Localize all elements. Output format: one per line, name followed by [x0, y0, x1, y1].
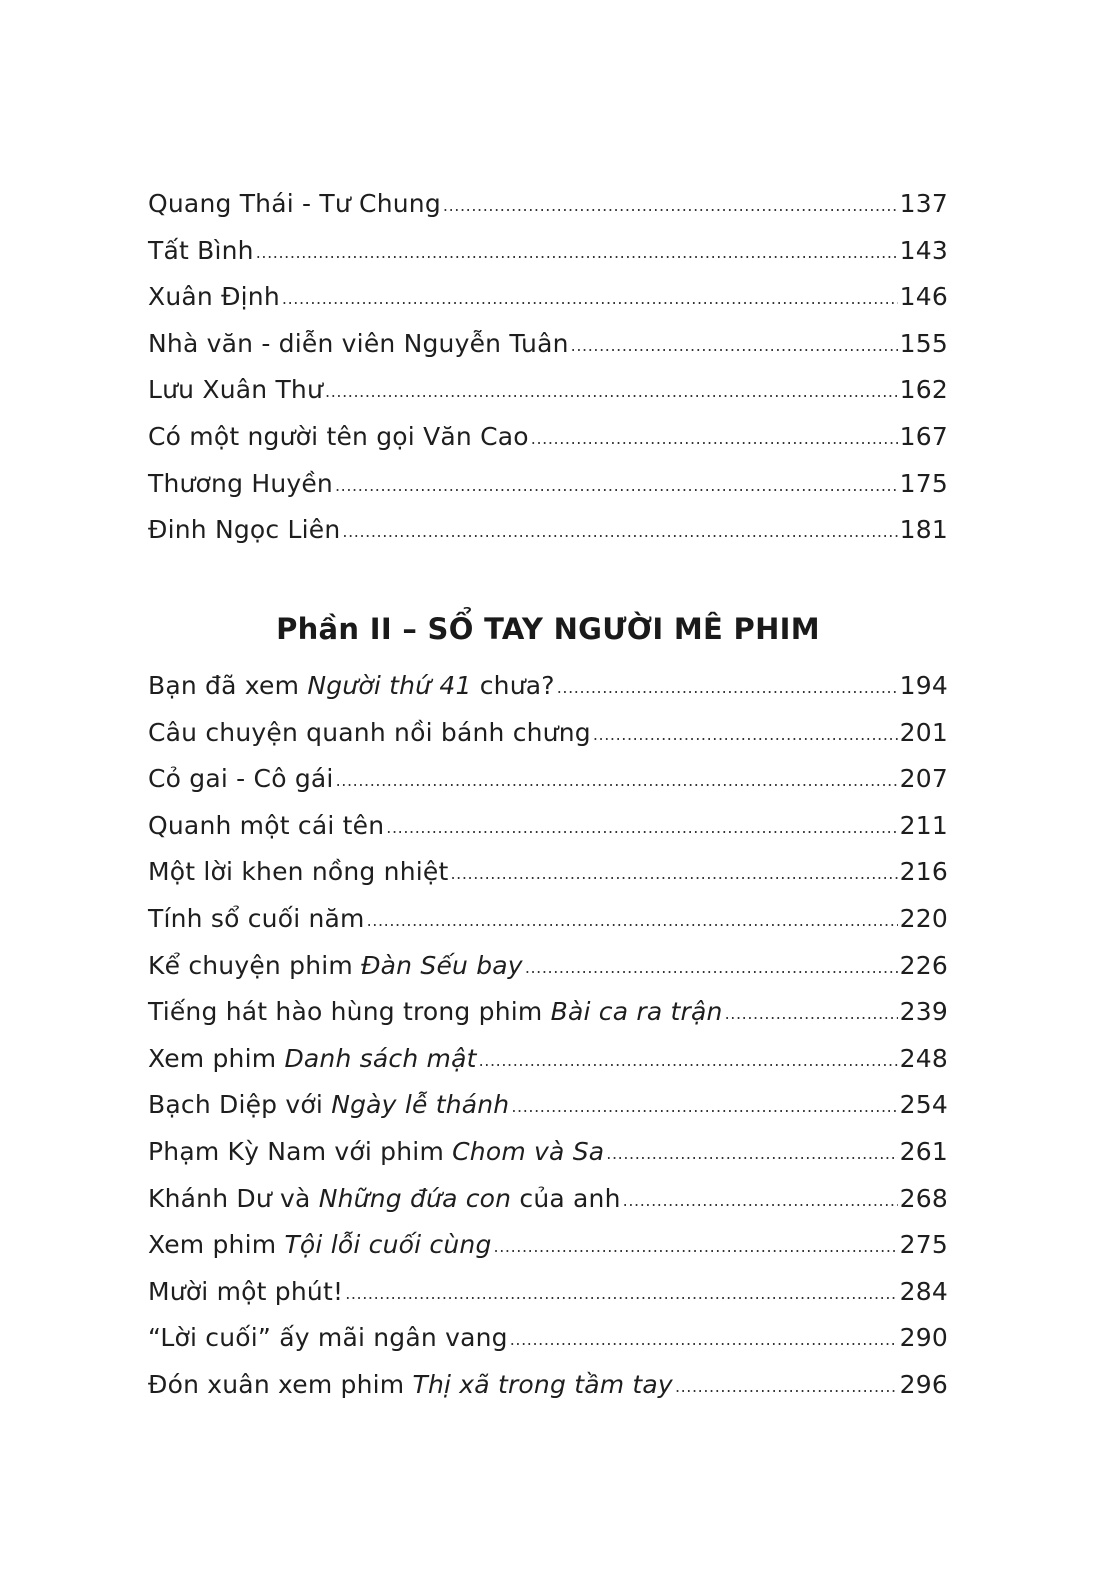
toc-entry-title: [148, 1044, 477, 1073]
toc-entry: [148, 1137, 948, 1184]
dot-leader: [606, 1144, 897, 1163]
toc-entry-title-italic: Đàn Sếu bay: [361, 950, 523, 980]
toc-entry-title: [148, 951, 523, 980]
toc-entry: [148, 951, 948, 998]
toc-entry-title-italic: Bài ca ra trận: [550, 997, 723, 1027]
toc-entry-page-number: 211: [899, 810, 948, 840]
toc-entry-page-number: 239: [899, 997, 948, 1027]
dot-leader: [325, 382, 898, 401]
toc-entry: [148, 857, 948, 904]
dot-leader: [531, 429, 898, 448]
toc-entry-title: [148, 1090, 509, 1119]
toc-entry-title-text: Tiếng hát hào hùng trong phim: [148, 997, 551, 1027]
dot-leader: [335, 476, 898, 495]
toc-entry: [148, 671, 948, 718]
dot-leader: [623, 1191, 898, 1210]
toc-entry-title-text: Tính sổ cuối năm: [148, 903, 365, 933]
dot-leader: [479, 1051, 898, 1070]
toc-entry: [148, 811, 948, 858]
dot-leader: [367, 911, 898, 930]
toc-entry: [148, 997, 948, 1044]
section-heading: Phần II – SỔ TAY NGƯỜI MÊ PHIM: [276, 612, 820, 646]
toc-entry-title-text: Lưu Xuân Thư: [148, 375, 324, 405]
dot-leader: [386, 818, 897, 837]
toc-entry-title-text: Thương Huyền: [148, 468, 333, 498]
dot-leader: [450, 864, 897, 883]
toc-entry-title-text: “Lời cuối” ấy mãi ngân vang: [148, 1323, 508, 1353]
toc-entry-title-text: Đón xuân xem phim: [148, 1369, 413, 1399]
toc-entry-title-text: Xuân Định: [148, 282, 280, 312]
toc-entry-page-number: 226: [899, 950, 948, 980]
toc-entry-title: [148, 1230, 492, 1259]
toc-entry-title-text: Nhà văn - diễn viên Nguyễn Tuân: [148, 328, 569, 358]
toc-entry: [148, 282, 948, 329]
toc-entry: [148, 236, 948, 283]
dot-leader: [282, 289, 898, 308]
toc-entry-title: [148, 189, 441, 218]
toc-entry-title: [148, 764, 334, 793]
toc-entry-title-text: Xem phim: [148, 1043, 285, 1073]
toc-entry-page-number: 181: [899, 515, 948, 545]
toc-entry-title-italic: Ngày lễ thánh: [331, 1090, 510, 1120]
dot-leader: [511, 1097, 897, 1116]
toc-list-part2: [148, 671, 948, 1417]
toc-entry-title: [148, 671, 555, 700]
toc-entry: [148, 1370, 948, 1417]
toc-entry-title-text: Khánh Dư và: [148, 1183, 319, 1213]
toc-entry: [148, 375, 948, 422]
toc-entry-page-number: 268: [899, 1183, 948, 1213]
toc-entry-title: [148, 1184, 621, 1213]
dot-leader: [725, 1004, 898, 1023]
toc-entry-title-italic: Danh sách mật: [284, 1043, 477, 1073]
toc-entry: [148, 1044, 948, 1091]
toc-entry-title-text: Bạn đã xem: [148, 671, 308, 700]
toc-entry: [148, 1277, 948, 1324]
dot-leader: [557, 678, 898, 697]
toc-list-part1: [148, 189, 948, 562]
toc-entry-title-text: chưa?: [471, 671, 555, 700]
toc-entry-page-number: 175: [899, 468, 948, 498]
toc-entry-title: [148, 375, 323, 404]
toc-entry-title-text: Phạm Kỳ Nam với phim: [148, 1136, 453, 1166]
toc-entry-page-number: 284: [899, 1276, 948, 1306]
toc-entry-title-italic: Những đứa con: [318, 1183, 512, 1213]
toc-entry: [148, 422, 948, 469]
toc-entry-title: [148, 857, 448, 886]
toc-entry: [148, 329, 948, 376]
toc-entry-title: [148, 515, 340, 544]
toc-entry-page-number: 162: [899, 375, 948, 405]
toc-entry-title: [148, 469, 333, 498]
toc-entry-page-number: 290: [899, 1323, 948, 1353]
toc-entry-page-number: 155: [899, 328, 948, 358]
toc-entry-title-italic: Thị xã trong tầm tay: [412, 1369, 673, 1399]
toc-entry-title: [148, 997, 723, 1026]
toc-entry: [148, 1323, 948, 1370]
toc-entry-title-text: Mười một phút!: [148, 1276, 344, 1306]
toc-entry-title: [148, 329, 569, 358]
toc-entry-title: [148, 422, 529, 451]
toc-entry-page-number: 275: [899, 1230, 948, 1260]
toc-entry-title-text: Đinh Ngọc Liên: [148, 515, 341, 545]
toc-entry-title: [148, 811, 384, 840]
dot-leader: [593, 725, 898, 744]
toc-entry-title-italic: Chom và Sa: [452, 1136, 605, 1166]
toc-entry-page-number: 137: [899, 189, 948, 218]
dot-leader: [336, 771, 898, 790]
toc-entry-title-text: Kể chuyện phim: [148, 950, 362, 980]
toc-entry-page-number: 220: [899, 903, 948, 933]
dot-leader: [571, 336, 898, 355]
dot-leader: [494, 1237, 898, 1256]
toc-entry-page-number: 216: [899, 857, 948, 887]
toc-entry-title-text: Câu chuyện quanh nồi bánh chưng: [148, 717, 591, 747]
toc-entry: [148, 904, 948, 951]
toc-entry-title-text: Quanh một cái tên: [148, 810, 385, 840]
toc-entry-page-number: 167: [899, 421, 948, 451]
toc-entry-page-number: 296: [899, 1369, 948, 1399]
toc-entry-page-number: 143: [899, 235, 948, 265]
dot-leader: [256, 243, 898, 262]
toc-entry-page-number: 194: [899, 671, 948, 700]
dot-leader: [342, 522, 897, 541]
toc-entry-title-italic: Người thứ 41: [307, 671, 472, 700]
toc-entry-page-number: 261: [899, 1136, 948, 1166]
dot-leader: [675, 1377, 898, 1396]
toc-entry-title: [148, 282, 280, 311]
toc-entry-page-number: 201: [899, 717, 948, 747]
toc-entry-title: [148, 1323, 508, 1352]
dot-leader: [510, 1330, 898, 1349]
toc-entry-title-text: Cỏ gai - Cô gái: [148, 764, 334, 794]
toc-entry-title-text: Bạch Diệp với: [148, 1090, 332, 1120]
toc-entry-title: [148, 1137, 604, 1166]
toc-entry: [148, 1230, 948, 1277]
toc-entry-page-number: 254: [899, 1090, 948, 1120]
toc-entry: [148, 469, 948, 516]
toc-entry-title-text: Có một người tên gọi Văn Cao: [148, 421, 529, 451]
toc-entry: [148, 1090, 948, 1137]
toc-entry-page-number: 146: [899, 282, 948, 312]
toc-entry-page-number: 207: [899, 764, 948, 794]
toc-entry-title-text: Quang Thái - Tư Chung: [148, 189, 441, 218]
dot-leader: [525, 958, 898, 977]
toc-entry-title-italic: Tội lỗi cuối cùng: [284, 1230, 492, 1260]
dot-leader: [345, 1284, 897, 1303]
toc-entry-title-text: của anh: [511, 1183, 621, 1213]
toc-entry-title: [148, 904, 365, 933]
toc-entry-page-number: 248: [899, 1043, 948, 1073]
toc-entry-title: [148, 1370, 673, 1399]
toc-entry-title-text: Xem phim: [148, 1230, 285, 1260]
toc-entry-title-text: Tất Bình: [148, 235, 254, 265]
toc-entry-title-text: Một lời khen nồng nhiệt: [148, 857, 449, 887]
toc-entry-title: [148, 1277, 343, 1306]
dot-leader: [443, 196, 898, 215]
toc-entry: [148, 718, 948, 765]
toc-entry-title: [148, 718, 591, 747]
toc-entry: [148, 189, 948, 236]
toc-entry: [148, 764, 948, 811]
toc-entry: [148, 1184, 948, 1231]
toc-entry: [148, 515, 948, 562]
toc-entry-title: [148, 236, 254, 265]
